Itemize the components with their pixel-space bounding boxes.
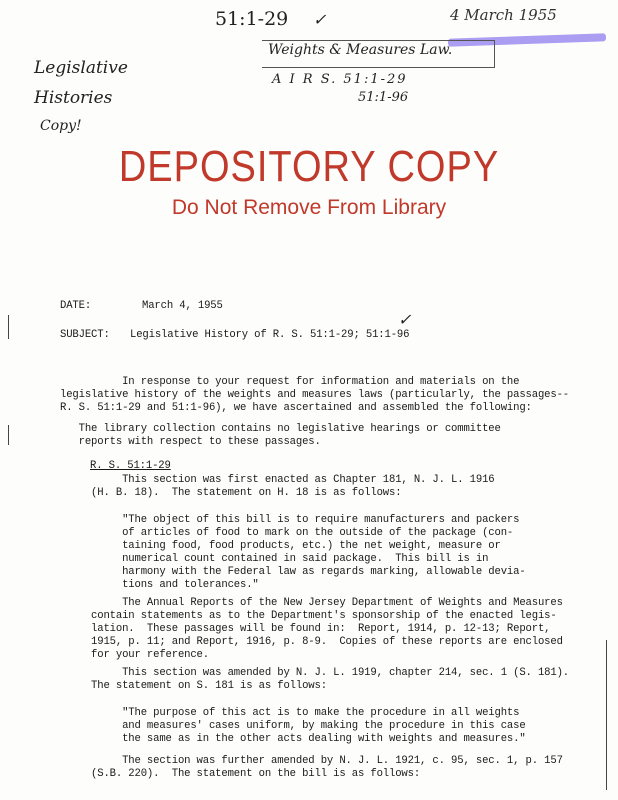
left-note-line-3: Copy!	[40, 118, 82, 134]
paragraph-annual-reports: The Annual Reports of the New Jersey Department of Weights and Measures contain statements as to the Department's sponsorship of the enacted legis- lation. These passages will be found in: Report, 1914, p. 12-13; Report, 1915, p. 11; and Report, 1916, p. 8-9. Copies of these reports are enclosed for your reference.	[91, 597, 563, 661]
paragraph-intro: In response to your request for information and materials on the legislative history of the weights and measures laws (particularly, the passages-- R. S. 51:1-29 and 51:1-96), we have ascertained and assembled the following:	[60, 376, 569, 414]
paragraph-first-enacted: This section was first enacted as Chapter 181, N. J. L. 1916 (H. B. 18). The statement on H. 18 is as follows:	[91, 474, 495, 499]
paragraph-amended-1921: The section was further amended by N. J. L. 1921, c. 95, sec. 1, p. 157 (S.B. 220). The statement on the bill is as follows:	[91, 755, 563, 780]
left-note-line-1: Legislative	[34, 58, 128, 78]
paragraph-amended-1919: This section was amended by N. J. L. 1919, chapter 214, sec. 1 (S. 181). The statement on S. 181 is as follows:	[91, 667, 569, 692]
law-name-handwritten: Weights & Measures Law.	[268, 42, 453, 58]
handwritten-date: 4 March 1955	[450, 6, 557, 24]
left-edge-mark-2	[8, 425, 9, 445]
right-edge-mark	[606, 640, 607, 790]
paragraph-no-hearings: The library collection contains no legislative hearings or committee reports with respect to these passages.	[78, 423, 501, 448]
section-heading: R. S. 51:1-29	[90, 460, 171, 472]
law-name-box	[262, 40, 495, 68]
date-label: DATE:	[60, 300, 92, 312]
quote-h18: "The object of this bill is to require manufacturers and packers of articles of food to mark on the outside of the package (con- taining food, food products, etc.) the net weight, measure or numerical count contained in said package. This bill is in harmony with the Federal law as regards marking, allowable devia- tions and tolerances."	[122, 514, 526, 591]
left-edge-mark-1	[8, 315, 9, 339]
reference-line-1: A I R S. 51:1-29	[272, 72, 408, 87]
statute-number-handwritten: 51:1-29	[215, 8, 289, 30]
subject-label: SUBJECT:	[60, 329, 110, 341]
depository-stamp-line-1: DEPOSITORY COPY	[118, 143, 500, 192]
subject-value: Legislative History of R. S. 51:1-29; 51:1-96	[130, 329, 410, 341]
quote-s181: "The purpose of this act is to make the procedure in all weights and measures' cases uniform, by making the procedure in this case the same as in the other acts dealing with weights and measures."	[122, 707, 526, 745]
check-mark: ✓	[313, 10, 327, 29]
date-value: March 4, 1955	[142, 300, 223, 312]
subject-check-mark: ✓	[398, 310, 412, 329]
depository-stamp-line-2: Do Not Remove From Library	[171, 196, 447, 219]
reference-line-2: 51:1-96	[358, 90, 409, 105]
left-note-line-2: Histories	[34, 88, 113, 108]
